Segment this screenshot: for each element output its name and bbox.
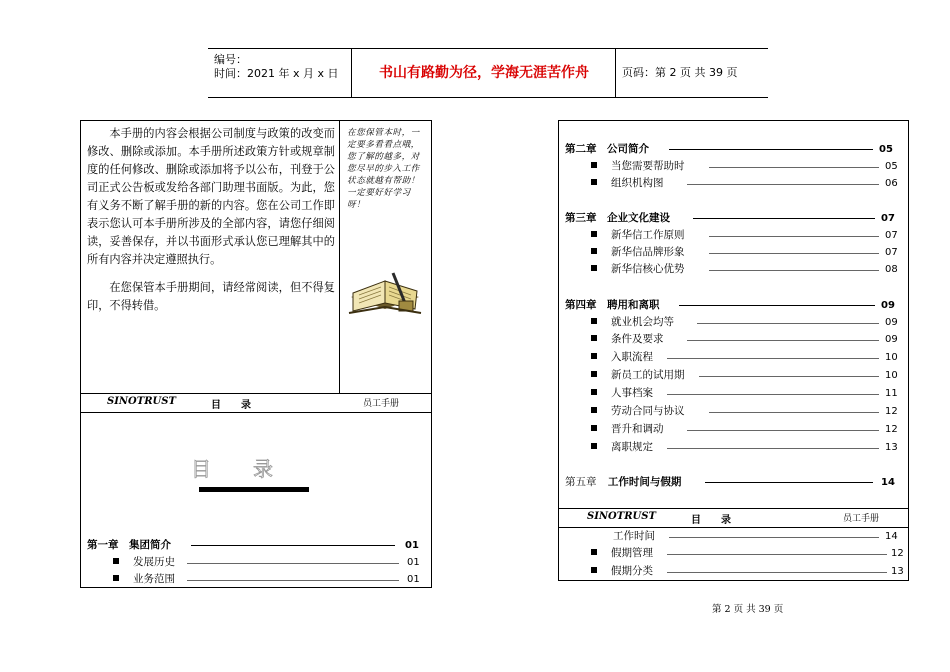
bullet-icon: [591, 318, 597, 324]
divider: [339, 121, 340, 393]
book-icon: [345, 257, 425, 325]
toc-item[interactable]: [591, 421, 901, 438]
intro-paragraph-2: 在您保管本手册期间，请经常阅读，但不得复印，不得转借。: [87, 281, 335, 312]
bullet-icon: [591, 567, 597, 573]
number-label: 编号：: [214, 53, 247, 66]
toc-item[interactable]: [591, 227, 901, 244]
page-number: 01: [405, 540, 419, 551]
toc-item[interactable]: [113, 554, 427, 571]
toc-chapter-1[interactable]: [87, 537, 427, 554]
page-number: 11: [885, 388, 898, 399]
toc-bar: [81, 393, 431, 413]
motto: 书山有路勤为径，学海无涯苦作舟: [353, 49, 616, 97]
item-label: 工作时间: [613, 530, 655, 542]
item-label: 新华信核心优势: [611, 263, 685, 275]
chapter-title: 第三章 企业文化建设: [565, 212, 670, 224]
toc-chapter-5[interactable]: [565, 474, 901, 491]
bullet-icon: [591, 407, 597, 413]
toc-item[interactable]: [591, 563, 904, 580]
toc-item[interactable]: [591, 439, 901, 456]
toc-label: 目 录: [211, 400, 251, 411]
bullet-icon: [591, 549, 597, 555]
bullet-icon: [591, 231, 597, 237]
page-number: 09: [885, 334, 898, 345]
toc-label: 目 录: [691, 515, 731, 526]
bullet-icon: [113, 575, 119, 581]
item-label: 入职流程: [611, 351, 653, 363]
toc-item[interactable]: [591, 367, 901, 384]
item-label: 发展历史: [133, 556, 175, 568]
bullet-icon: [113, 558, 119, 564]
page-number: 14: [885, 531, 898, 542]
toc-item[interactable]: [591, 385, 901, 402]
brand-label: SINOTRUST: [587, 511, 656, 522]
page-footer: 第 2 页 共 39 页: [712, 604, 784, 615]
toc-item[interactable]: [591, 331, 901, 348]
header-meta: [208, 49, 352, 97]
item-label: 假期分类: [611, 565, 653, 577]
item-label: 条件及要求: [611, 333, 664, 345]
right-panel: [558, 120, 909, 581]
toc-item[interactable]: [591, 349, 901, 366]
toc-item[interactable]: [591, 314, 901, 331]
toc-item[interactable]: [591, 175, 901, 192]
bullet-icon: [591, 389, 597, 395]
page-number: 13: [885, 442, 898, 453]
page-number: 09: [881, 300, 895, 311]
left-panel: [80, 120, 432, 588]
item-label: 离职规定: [611, 441, 653, 453]
chapter-number: 第五章: [565, 476, 597, 488]
page-number: 10: [885, 352, 898, 363]
item-label: 劳动合同与协议: [611, 405, 685, 417]
handwritten-note: 在您保管本时，一定要多看看点哦，您了解的越多，对您尽早的步入工作状态就越有帮助！一定要好好学习呀！: [347, 128, 420, 210]
page-info: 页码：第 2 页 共 39 页: [622, 66, 738, 79]
toc-chapter-2[interactable]: [565, 141, 901, 158]
page-number: 08: [885, 264, 898, 275]
time-label: 时间：2021 年 x 月 x 日: [214, 67, 339, 80]
toc-bar: [559, 508, 908, 528]
item-label: 新员工的试用期: [611, 369, 685, 381]
chapter-title: 第二章 公司简介: [565, 143, 649, 155]
bullet-icon: [591, 425, 597, 431]
toc-item[interactable]: [591, 158, 901, 175]
page-number: 09: [885, 317, 898, 328]
page-number: 14: [881, 477, 895, 488]
toc-chapter-3[interactable]: [565, 210, 901, 227]
manual-label: 员工手册: [363, 399, 400, 409]
bullet-icon: [591, 179, 597, 185]
item-label: 新华信工作原则: [611, 229, 685, 241]
toc-chapter-4[interactable]: [565, 297, 901, 314]
item-label: 组织机构图: [611, 177, 664, 189]
toc-title: 目录: [191, 457, 315, 481]
bullet-icon: [591, 353, 597, 359]
page-number: 12: [885, 406, 898, 417]
chapter-title: 第一章 集团简介: [87, 539, 171, 551]
page-number: 12: [885, 424, 898, 435]
intro-paragraph-1: 本手册的内容会根据公司制度与政策的改变而修改、删除或添加。本手册所述政策方针或规章制度的任何修改、删除或添加将予以公布，刊登于公司正式公告板或发给各部门助理书面版。为此，您有义务不断了解手册的新的内容。您在公司工作即表示您认可本手册所涉及的全部内容，请您仔细阅读，妥善保存，并以书面形式承认您已理解其中的所有内容并决定遵照执行。: [87, 127, 335, 266]
toc-item[interactable]: [591, 545, 904, 562]
page-number: 05: [885, 161, 898, 172]
bullet-icon: [591, 265, 597, 271]
chapter-title: 工作时间与假期: [607, 476, 682, 488]
bullet-icon: [591, 335, 597, 341]
item-label: 人事档案: [611, 387, 653, 399]
title-underline: [199, 487, 309, 492]
toc-item[interactable]: [591, 403, 901, 420]
toc-item[interactable]: [591, 261, 901, 278]
item-label: 当您需要帮助时: [611, 160, 685, 172]
chapter-title: 第四章 聘用和离职: [565, 299, 660, 311]
manual-label: 员工手册: [843, 514, 880, 524]
toc-item[interactable]: [113, 571, 427, 588]
page-number: 13: [891, 566, 904, 577]
page-number: 07: [885, 230, 898, 241]
item-label: 新华信品牌形象: [611, 246, 685, 258]
page-number: 07: [885, 247, 898, 258]
page-number: 01: [407, 557, 420, 568]
item-label: 就业机会均等: [611, 316, 674, 328]
page-number: 07: [881, 213, 895, 224]
page-number: 12: [891, 548, 904, 559]
intro-text: [87, 125, 335, 315]
page-number: 10: [885, 370, 898, 381]
toc-item[interactable]: [613, 528, 901, 545]
item-label: 假期管理: [611, 547, 653, 559]
item-label: 晋升和调动: [611, 423, 664, 435]
page-number: 01: [407, 574, 420, 585]
page-number: 05: [879, 144, 893, 155]
brand-label: SINOTRUST: [107, 396, 176, 407]
bullet-icon: [591, 248, 597, 254]
toc-item[interactable]: [591, 244, 901, 261]
page-header: [208, 48, 768, 98]
bullet-icon: [591, 443, 597, 449]
page-number: 06: [885, 178, 898, 189]
bullet-icon: [591, 371, 597, 377]
item-label: 业务范围: [133, 573, 175, 585]
bullet-icon: [591, 162, 597, 168]
